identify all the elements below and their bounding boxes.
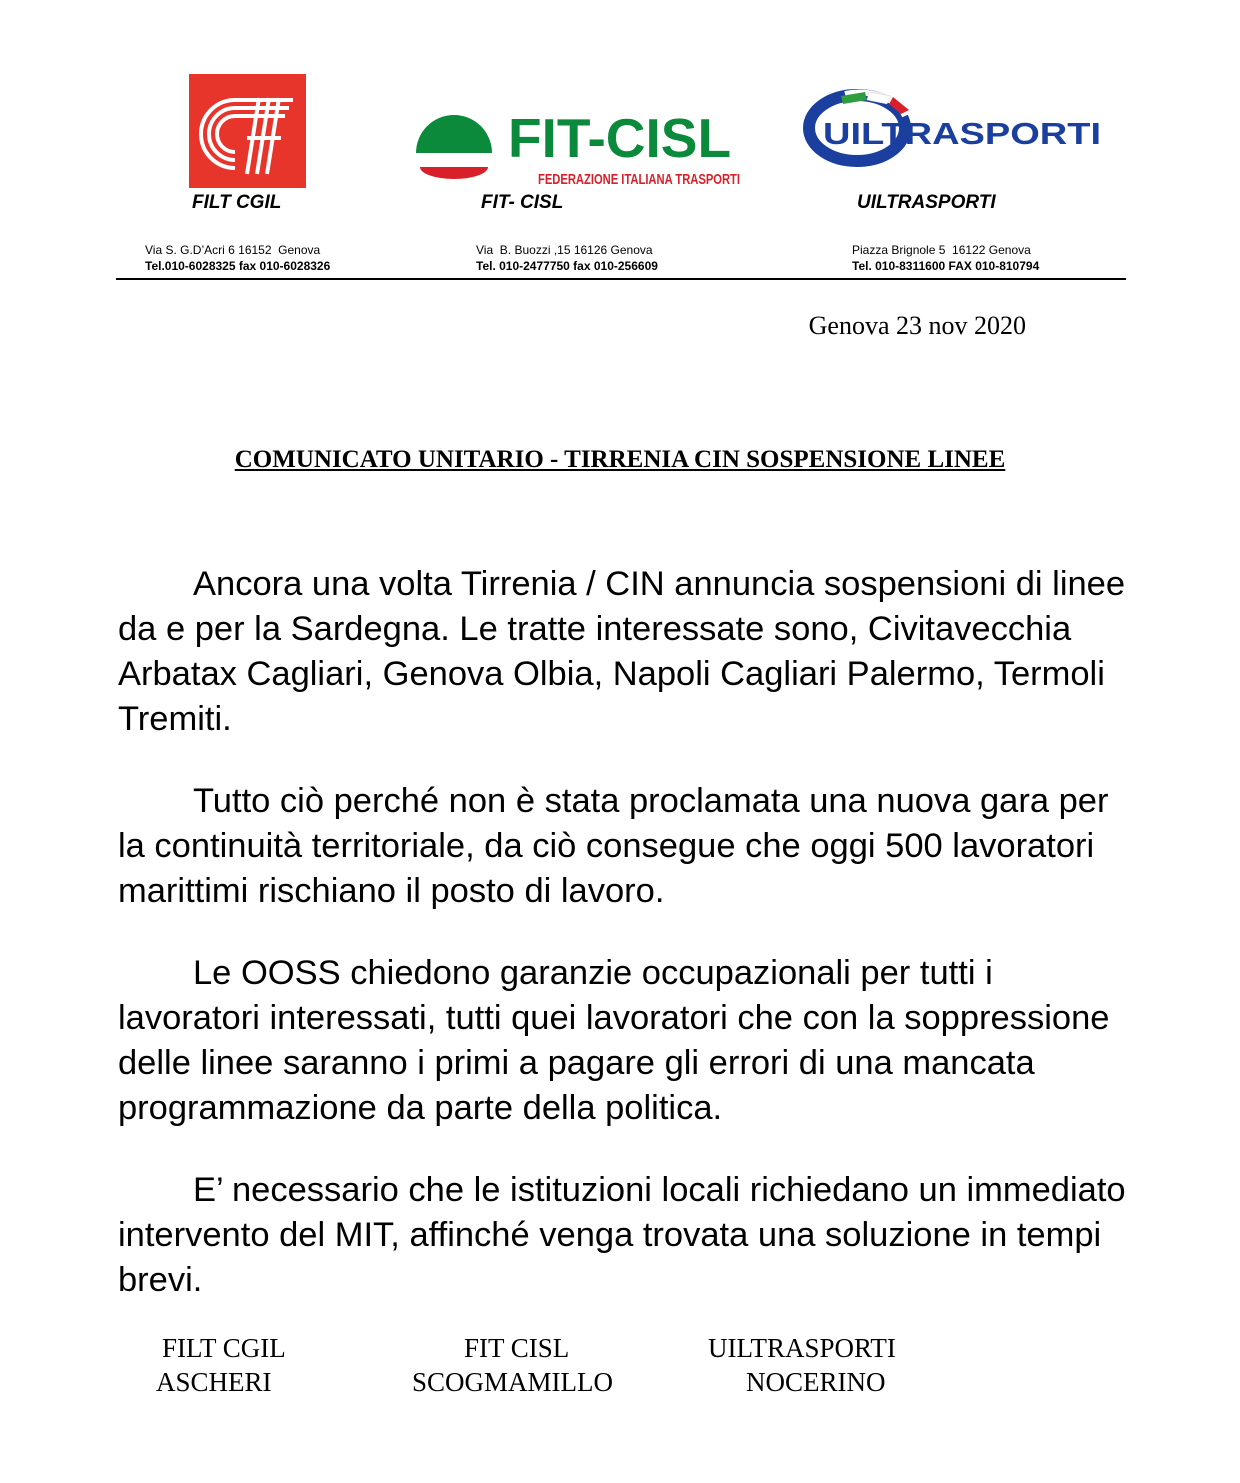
signature-filt-cgil — [156, 1331, 286, 1399]
address-line: Via B. Buozzi ,15 16126 Genova — [476, 243, 653, 257]
body-paragraph: Tutto ciò perché non è stata proclamata una nuova gara per la continuità territoriale, da ciò consegue che oggi 500 lavoratori marittimi rischiano il posto di lavoro. — [118, 782, 1109, 910]
address-block-fit-cisl — [476, 242, 658, 274]
phone-line: Tel. 010-8311600 FAX 010-810794 — [852, 259, 1040, 273]
address-block-uiltrasporti — [852, 242, 1039, 274]
svg-text:FEDERAZIONE ITALIANA TRASPORTI: FEDERAZIONE ITALIANA TRASPORTI — [538, 171, 740, 188]
address-line: Piazza Brignole 5 16122 Genova — [852, 243, 1031, 257]
org-name-uiltrasporti: UILTRASPORTI — [857, 192, 996, 213]
body-paragraph: Le OOSS chiedono garanzie occupazionali per tutti i lavoratori interessati, tutti quei lavoratori che con la soppressione delle linee saranno i primi a pagare gli errori di una mancata programmazione da parte della politica. — [118, 954, 1110, 1127]
address-block-filt-cgil — [145, 242, 330, 274]
document-title: COMUNICATO UNITARIO - TIRRENIA CIN SOSPENSIONE LINEE — [234, 446, 1006, 473]
signature-org: FIT CISL — [464, 1333, 570, 1363]
svg-text:FIT-CISL: FIT-CISL — [508, 107, 732, 169]
org-name-filt-cgil: FILT CGIL — [192, 192, 282, 213]
body-paragraph: E’ necessario che le istituzioni locali richiedano un immediato intervento del MIT, affinché venga trovata una soluzione in tempi brevi. — [118, 1171, 1126, 1299]
org-name-fit-cisl: FIT- CISL — [481, 192, 564, 213]
header-divider — [116, 278, 1126, 280]
uiltrasporti-logo — [805, 86, 1105, 166]
fit-cisl-logo — [412, 103, 742, 189]
address-line: Via S. G.D’Acri 6 16152 Genova — [145, 243, 321, 257]
signature-uiltrasporti — [708, 1331, 896, 1399]
signature-fit-cisl — [412, 1331, 613, 1399]
phone-line: Tel.010-6028325 fax 010-6028326 — [145, 259, 331, 273]
signature-org: UILTRASPORTI — [708, 1333, 896, 1363]
signature-name: NOCERINO — [746, 1367, 886, 1397]
phone-line: Tel. 010-2477750 fax 010-256609 — [476, 259, 658, 273]
body-paragraph: Ancora una volta Tirrenia / CIN annuncia sospensioni di linee da e per la Sardegna. Le tratte interessate sono, Civitavecchia Arbatax Cagliari, Genova Olbia, Napoli Cagliari Palermo, Termoli Tremiti. — [118, 565, 1126, 738]
svg-text:UILTRASPORTI: UILTRASPORTI — [823, 116, 1101, 151]
filt-cgil-logo — [189, 74, 306, 188]
signature-name: ASCHERI — [156, 1367, 272, 1397]
document-date: Genova 23 nov 2020 — [808, 311, 1026, 340]
document-body — [118, 562, 1128, 1340]
signature-name: SCOGMAMILLO — [412, 1367, 614, 1397]
signature-org: FILT CGIL — [162, 1333, 286, 1363]
